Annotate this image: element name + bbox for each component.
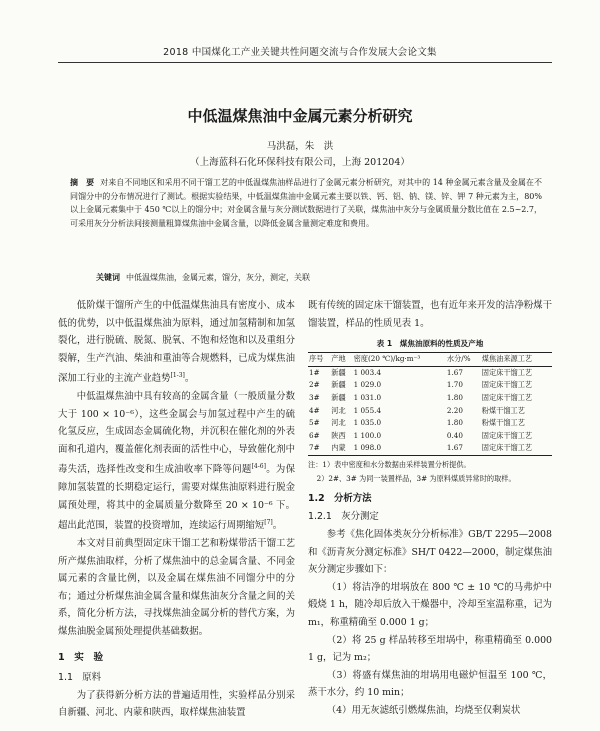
table-cell: 新疆 [331, 392, 346, 402]
table-cell: 固定床干馏工艺 [481, 430, 533, 440]
table-row [308, 379, 552, 392]
paragraph: 既有传统的固定床干馏装置，也有近年来开发的洁净粉煤干馏装置，样品的性质见表 1。 [308, 300, 552, 329]
table-row [308, 405, 552, 418]
table-cell: 1.70 [446, 380, 463, 390]
table-cell: 新疆 [331, 380, 346, 390]
table-cell: 4# [309, 405, 320, 415]
paragraph: 参考《焦化固体类灰分分析标准》GB/T 2295—2008 和《沥青灰分测定标准》SH/T 0422—2000，制定煤焦油灰分测定步骤如下： [308, 528, 552, 576]
citation: [1-3] [170, 372, 185, 380]
table-cell: 固定床干馏工艺 [481, 442, 552, 455]
table-row [308, 392, 552, 405]
table-header-cell: 水分/% [446, 353, 481, 367]
left-column [58, 297, 295, 722]
keywords [96, 272, 542, 283]
table-note: 2）2#、3# 为同一装置样品，3# 为原料煤质异常时的取样。 [316, 473, 516, 483]
table-cell: 1.80 [446, 392, 463, 402]
table-cell: 2.20 [446, 405, 463, 415]
table-cell: 7# [308, 442, 330, 455]
affiliation: （上海蓝科石化环保科技有限公司，上海 201204） [190, 157, 410, 168]
step-paragraph: （3）将盛有煤焦油的坩埚用电磁炉恒温至 100 ℃，蒸干水分，约 10 min； [308, 669, 552, 699]
abstract-label: 摘 要 [70, 178, 95, 187]
citation: [4-6] [251, 463, 266, 471]
header-rule [58, 62, 552, 63]
paragraph: 低阶煤干馏所产生的中低温煤焦油具有密度小、成本低的优势，以中低温煤焦油为原料，通过加氢精制和加氢裂化，进行脱硫、脱氮、脱氧、不饱和烃饱和以及重组分裂解，生产汽油、柴油和重油等合规燃料，已成为煤焦油深加工行业的主流产业趋势[1-3]。 [58, 300, 295, 385]
table-cell: 河北 [331, 418, 346, 428]
table-cell: 1 098.0 [353, 442, 446, 455]
table-header-cell: 产地 [330, 353, 352, 367]
table-cell: 1.80 [446, 418, 463, 428]
table-header-row [308, 353, 552, 367]
table-cell: 陕西 [331, 430, 346, 440]
table-cell: 5# [309, 418, 320, 428]
table-cell: 河北 [331, 405, 346, 415]
table-header-cell: 序号 [308, 353, 330, 367]
table-cell: 3# [309, 392, 320, 402]
right-column [308, 297, 552, 719]
table-cell: 新疆 [331, 367, 346, 377]
subsection-heading: 1.2 分析方法 [308, 492, 372, 504]
table-cell: 固定床干馏工艺 [481, 380, 533, 390]
authors: 马洪磊，朱 洪 [266, 141, 334, 152]
step-paragraph: （1）将洁净的坩埚放在 800 ℃ ± 10 ℃的马弗炉中煅烧 1 h，随冷却后放入干燥器中，冷却至室温称重，记为 m₁，称重精确至 0.000 1 g； [308, 581, 552, 628]
abstract-text: 对来自不同地区和采用不同干馏工艺的中低温煤焦油样品进行了金属元素分析研究，对其中的 14 种金属元素含量及金属在不同馏分中的分布情况进行了测试。根据实验结果，中低温煤焦油中金属元素主要以铁、钙、铝、钠、镁、锌、钾 7 种元素为主，80%以上金属元素集中于 450 ℃以上的馏分中；对金属含量与灰分测试数据进行了关联，煤焦油中灰分与金属质量分数比值在 2.5~2.7，可采用灰分分析法间接测量粗算煤焦油中金属含量，以降低金属含量测定难度和费用。 [70, 178, 543, 228]
table-cell: 1 031.0 [353, 392, 382, 402]
table-cell: 2# [309, 380, 320, 390]
table-cell: 1 100.0 [353, 430, 382, 440]
table-cell: 粉煤干馏工艺 [481, 405, 525, 415]
abstract [70, 176, 542, 230]
table-cell: 0.40 [446, 430, 463, 440]
step-paragraph: （2）将 25 g 样品转移至坩埚中，称重精确至 0.000 1 g，记为 m₂； [308, 634, 552, 664]
table-notes [308, 458, 552, 486]
table-row [308, 442, 552, 455]
table-caption: 表 1 煤焦油原料的性质及产地 [376, 339, 484, 349]
paragraph: 中低温煤焦油中具有较高的金属含量（一般质量分数大于 100 × 10⁻⁶），这些金属会与加氢过程中产生的硫化氢反应，生成固态金属硫化物，并沉积在催化剂的外表面和孔道内，覆盖催化剂表面的活性中心，导致催化剂中毒失活，选择性改变和生成油收率下降等问题[4-6]。为保障加氢装置的长期稳定运行，需要对煤焦油原料进行脱金属预处理，将其中的金属质量分数降至 20 × 10⁻⁶ 下。超出此范围，装置的投资增加，连续运行周期缩短[7]。 [58, 391, 295, 532]
table-cell: 1.67 [446, 442, 481, 455]
paper-title: 中低温煤焦油中金属元素分析研究 [187, 107, 413, 125]
paragraph: 本文对目前典型固定床干馏工艺和粉煤带活干馏工艺所产煤焦油取样，分析了煤焦油中的总金属含量、不同金属元素的含量比例，以及金属在煤焦油不同馏分中的分布；通过分析煤焦油金属含量和煤焦油灰分含量之间的关系，简化分析方法，寻找煤焦油金属分析的替代方案，为煤焦油脱金属预处理提供基础数据。 [58, 538, 295, 638]
step-paragraph: （4）用无灰滤纸引燃煤焦油，均烧至仅剩炭状 [326, 704, 521, 716]
keywords-label: 关键词 [96, 273, 120, 282]
table-row [308, 417, 552, 430]
table-note: 注：1）表中密度和水分数据由采样装置分析提供。 [308, 459, 471, 469]
subsubsection-heading: 1.2.1 灰分测定 [308, 510, 379, 522]
table-cell: 固定床干馏工艺 [481, 367, 533, 377]
running-header: 2018 中国煤化工产业关键共性问题交流与合作发展大会论文集 [163, 47, 437, 58]
section-heading: 1 实 验 [58, 651, 104, 663]
table-cell: 6# [309, 430, 320, 440]
table-header-cell: 密度(20 ℃)/kg·m⁻³ [353, 353, 446, 367]
table-cell: 1 029.0 [353, 380, 382, 390]
keywords-text: 中低温煤焦油，金属元素，馏分，灰分，测定，关联 [126, 273, 310, 282]
table-cell: 粉煤干馏工艺 [481, 418, 525, 428]
table-cell: 内蒙 [330, 442, 352, 455]
table-cell: 固定床干馏工艺 [481, 392, 533, 402]
table-cell: 1.67 [446, 367, 463, 377]
table-row [308, 366, 552, 379]
table-cell: 1 003.4 [353, 367, 382, 377]
paragraph: 为了获得新分析方法的普遍适用性，实验样品分别采自新疆、河北、内蒙和陕西，取样煤焦油装置 [58, 689, 295, 719]
citation: [7] [264, 519, 273, 527]
data-table [308, 352, 552, 456]
table-cell: 1 035.0 [353, 418, 382, 428]
table-cell: 1 055.4 [353, 405, 382, 415]
table-header-cell: 煤焦油来源工艺 [481, 353, 552, 367]
table-row [308, 430, 552, 443]
table-cell: 1# [309, 367, 320, 377]
subsection-heading: 1.1 原料 [58, 671, 102, 683]
